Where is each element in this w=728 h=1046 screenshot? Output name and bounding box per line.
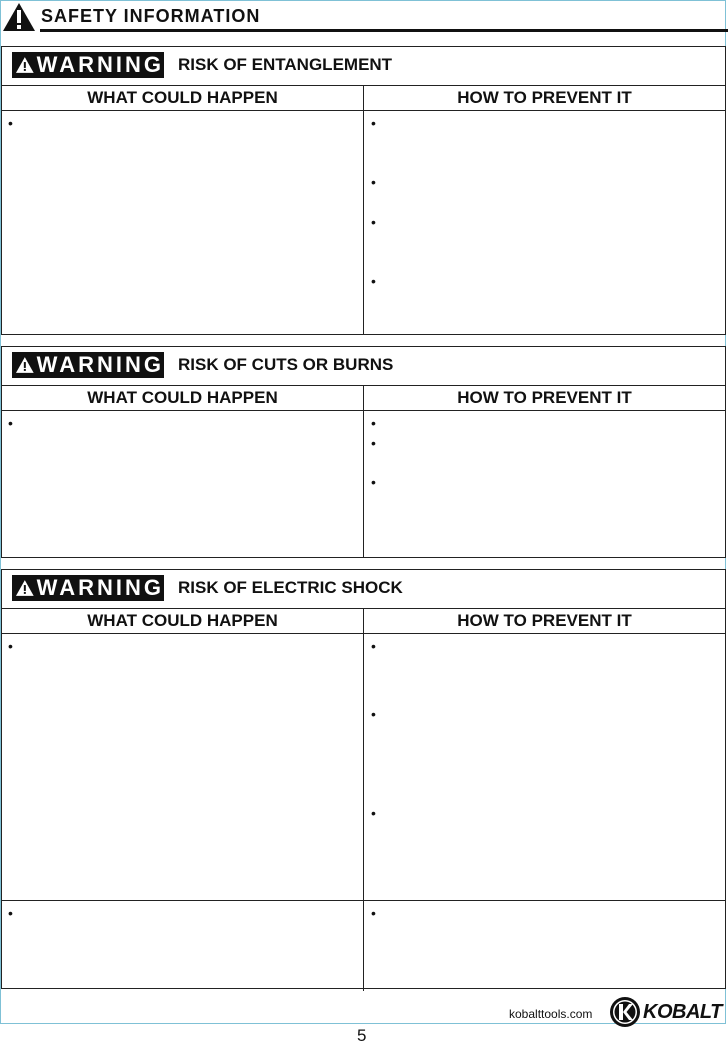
bullet-point: • <box>371 174 376 190</box>
what-could-happen-header: WHAT COULD HAPPEN <box>2 609 364 633</box>
hazard-cell <box>2 411 364 557</box>
warning-badge <box>12 575 164 601</box>
what-could-happen-header: WHAT COULD HAPPEN <box>2 386 364 410</box>
bullet-point: • <box>371 905 376 921</box>
prevention-cell <box>364 411 725 557</box>
warning-label: WARNING <box>36 575 164 600</box>
bullet-point: • <box>371 273 376 289</box>
alert-triangle-icon <box>15 356 35 374</box>
risk-title: RISK OF ENTANGLEMENT <box>178 55 393 74</box>
risk-title: RISK OF CUTS OR BURNS <box>178 355 394 374</box>
table-row <box>2 411 725 557</box>
risk-title: RISK OF ELECTRIC SHOCK <box>178 578 403 597</box>
hazard-cell <box>2 634 364 900</box>
how-to-prevent-header: HOW TO PREVENT IT <box>457 388 632 407</box>
bullet-point: • <box>8 115 13 131</box>
brand-name: KOBALT <box>643 1000 722 1023</box>
page-header <box>0 0 728 36</box>
bullet-point: • <box>371 214 376 230</box>
bullet-point: • <box>371 115 376 131</box>
bullet-point: • <box>371 415 376 431</box>
page-title: SAFETY INFORMATION <box>41 6 261 26</box>
warning-label: WARNING <box>36 52 164 77</box>
bullet-point: • <box>371 706 376 722</box>
bullet-point: • <box>371 805 376 821</box>
bullet-point: • <box>371 638 376 654</box>
bullet-point: • <box>8 905 13 921</box>
what-could-happen-header: WHAT COULD HAPPEN <box>2 86 364 110</box>
bullet-point: • <box>371 435 376 451</box>
warning-badge <box>12 52 164 78</box>
column-headers <box>2 609 725 634</box>
how-to-prevent-header: HOW TO PREVENT IT <box>457 88 632 107</box>
hazard-cell <box>2 901 364 991</box>
kobalt-k-icon <box>609 996 641 1028</box>
bullet-point: • <box>8 638 13 654</box>
brand-logo <box>609 995 727 1029</box>
warning-triangle-icon <box>2 2 36 32</box>
prevention-cell <box>364 634 725 900</box>
table-row <box>2 901 725 991</box>
prevention-cell <box>364 111 725 334</box>
section-header <box>2 47 725 86</box>
prevention-cell <box>364 901 725 991</box>
page-number: 5 <box>357 1026 367 1045</box>
bullet-point: • <box>8 415 13 431</box>
warning-section-electric-shock <box>1 569 726 989</box>
warning-section-cuts-burns <box>1 346 726 558</box>
alert-triangle-icon <box>15 579 35 597</box>
warning-badge <box>12 352 164 378</box>
website-link: kobalttools.com <box>509 1007 593 1021</box>
how-to-prevent-header: HOW TO PREVENT IT <box>457 611 632 630</box>
column-headers <box>2 86 725 111</box>
warning-section-entanglement <box>1 46 726 335</box>
alert-triangle-icon <box>15 56 35 74</box>
section-header <box>2 570 725 609</box>
table-row <box>2 111 725 334</box>
section-header <box>2 347 725 386</box>
header-rule <box>40 29 728 32</box>
hazard-cell <box>2 111 364 334</box>
warning-label: WARNING <box>36 352 164 377</box>
table-row <box>2 634 725 901</box>
column-headers <box>2 386 725 411</box>
bullet-point: • <box>371 474 376 490</box>
